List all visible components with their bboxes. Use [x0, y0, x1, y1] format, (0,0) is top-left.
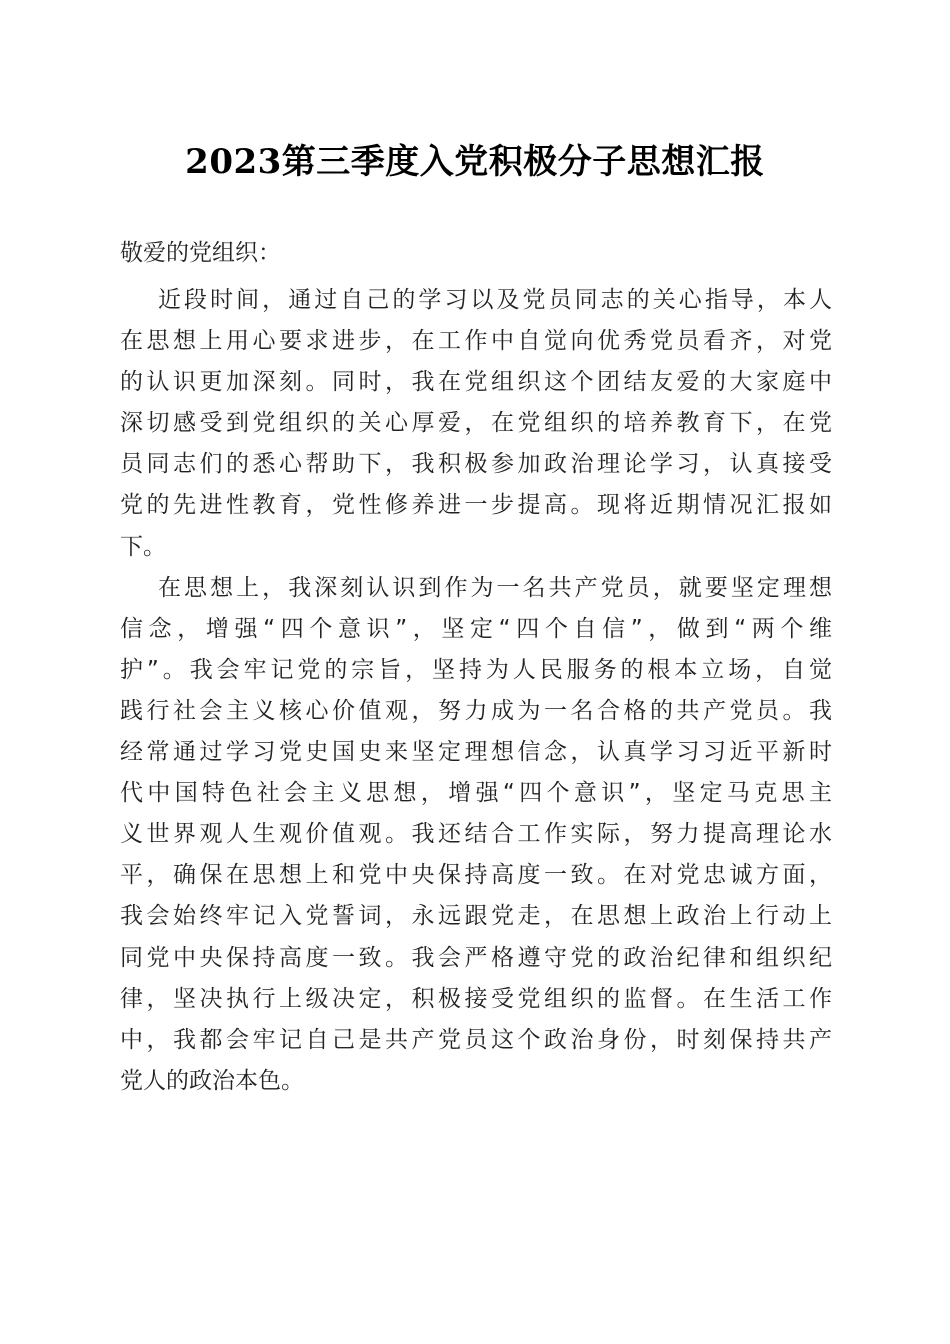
paragraph-line: 平，确保在思想上和党中央保持高度一致。在对党忠诚方面， [120, 862, 832, 889]
paragraph-2 [120, 568, 832, 1102]
paragraph-line: 律，坚决执行上级决定，积极接受党组织的监督。在生活工作 [120, 985, 832, 1012]
paragraph-line: 信念，增强“四个意识”，坚定“四个自信”，做到“两个维 [120, 615, 832, 642]
salutation: 敬爱的党组织： [120, 240, 281, 266]
paragraph-line: 党人的政治本色。 [120, 1067, 304, 1094]
paragraph-1 [120, 280, 832, 568]
paragraph-line: 在思想上，我深刻认识到作为一名共产党员，就要坚定理想 [158, 574, 832, 601]
paragraph-line: 中，我都会牢记自己是共产党员这个政治身份，时刻保持共产 [120, 1026, 832, 1053]
paragraph-line: 护”。我会牢记党的宗旨，坚持为人民服务的根本立场，自觉 [120, 656, 832, 683]
paragraph-line: 近段时间，通过自己的学习以及党员同志的关心指导，本人 [158, 287, 832, 313]
paragraph-line: 经常通过学习党史国史来坚定理想信念，认真学习习近平新时 [120, 739, 832, 766]
paragraph-line: 的认识更加深刻。同时，我在党组织这个团结友爱的大家庭中 [120, 369, 832, 396]
paragraph-line: 下。 [120, 533, 166, 560]
document-body [120, 280, 832, 1102]
paragraph-line: 员同志们的悉心帮助下，我积极参加政治理论学习，认真接受 [120, 451, 832, 478]
paragraph-line: 党的先进性教育，党性修养进一步提高。现将近期情况汇报如 [120, 492, 832, 519]
paragraph-line: 我会始终牢记入党誓词，永远跟党走，在思想上政治上行动上 [120, 903, 832, 930]
paragraph-line: 代中国特色社会主义思想，增强“四个意识”，坚定马克思主 [120, 780, 832, 807]
paragraph-line: 义世界观人生观价值观。我还结合工作实际，努力提高理论水 [120, 821, 832, 848]
document-title: 2023第三季度入党积极分子思想汇报 [185, 142, 765, 182]
paragraph-line: 在思想上用心要求进步，在工作中自觉向优秀党员看齐，对党 [120, 328, 832, 355]
paragraph-line: 同党中央保持高度一致。我会严格遵守党的政治纪律和组织纪 [120, 944, 832, 971]
paragraph-line: 践行社会主义核心价值观，努力成为一名合格的共产党员。我 [120, 697, 832, 724]
paragraph-line: 深切感受到党组织的关心厚爱，在党组织的培养教育下，在党 [120, 410, 832, 437]
